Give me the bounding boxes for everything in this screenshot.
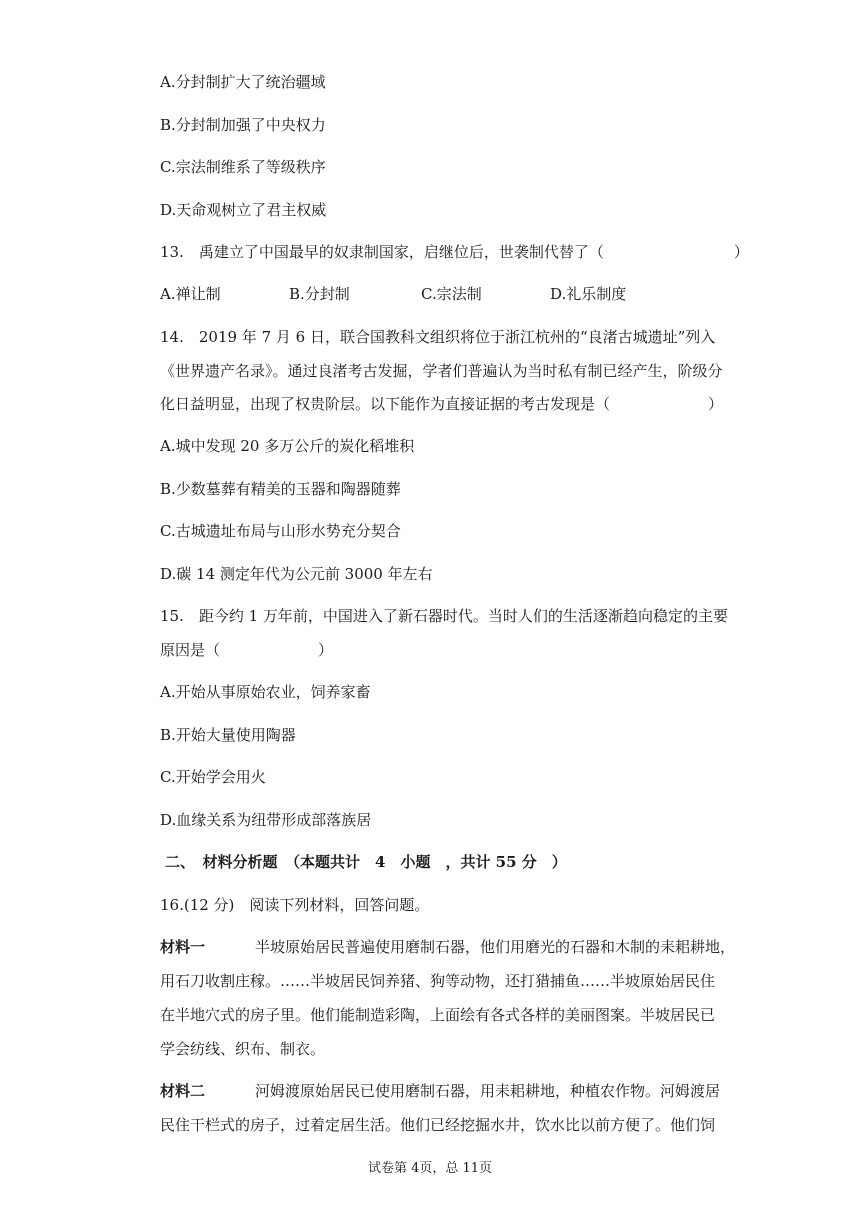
material-1-line-2: 用石刀收割庄稼。……半坡居民饲养猪、狗等动物，还打猎捕鱼……半坡原始居民住 bbox=[160, 972, 716, 990]
q12-option-a: A.分封制扩大了统治疆域 bbox=[160, 73, 326, 91]
q12-option-b: B.分封制加强了中央权力 bbox=[160, 116, 326, 134]
q14-option-a: A.城中发现 20 多万公斤的炭化稻堆积 bbox=[160, 437, 415, 455]
material-1-line-4: 学会纺线、织布、制衣。 bbox=[160, 1040, 326, 1058]
material-2-text-1: 河姆渡原始居民已使用磨制石器，用耒耜耕地，种植农作物。河姆渡居 bbox=[255, 1082, 721, 1100]
material-2-label: 材料二 bbox=[160, 1082, 206, 1100]
q15-close-paren: ） bbox=[318, 641, 334, 659]
q14-line-1: 14. 2019 年 7 月 6 日，联合国教科文组织将位于浙江杭州的“良渚古城遗址”列入 bbox=[160, 328, 716, 346]
q14-close-paren: ） bbox=[708, 395, 724, 413]
q15-option-d: D.血缘关系为纽带形成部落族居 bbox=[160, 811, 372, 829]
q16-stem: 16.(12 分) 阅读下列材料，回答问题。 bbox=[160, 896, 430, 914]
q13-stem bbox=[160, 242, 749, 262]
q15-line-1: 15. 距今约 1 万年前，中国进入了新石器时代。当时人们的生活逐渐趋向稳定的主要 bbox=[160, 607, 728, 625]
section-2-heading: 二、 材料分析题 （本题共计 4 小题 ，共计 55 分 ） bbox=[165, 853, 567, 871]
q14-option-c: C.古城遗址布局与山形水势充分契合 bbox=[160, 522, 401, 540]
page-footer: 试卷第 4页，总 11页 bbox=[367, 1161, 493, 1176]
material-1-label: 材料一 bbox=[160, 938, 206, 956]
q13-option-a: A.禅让制 bbox=[160, 285, 221, 303]
q13-close-paren: ） bbox=[733, 243, 749, 261]
q15-line-2 bbox=[160, 640, 333, 660]
q14-option-b: B.少数墓葬有精美的玉器和陶器随葬 bbox=[160, 480, 401, 498]
q12-option-c: C.宗法制维系了等级秩序 bbox=[160, 158, 326, 176]
q13-option-d: D.礼乐制度 bbox=[550, 285, 627, 303]
q14-stem-text: 化日益明显，出现了权贵阶层。以下能作为直接证据的考古发现是（ bbox=[160, 395, 611, 413]
q13-stem-text: 13. 禹建立了中国最早的奴隶制国家，启继位后，世袭制代替了（ bbox=[160, 243, 604, 261]
material-2-line-2: 民住干栏式的房子，过着定居生活。他们已经挖掘水井，饮水比以前方便了。他们饲 bbox=[160, 1116, 716, 1134]
q13-option-c: C.宗法制 bbox=[421, 285, 482, 303]
q14-line-2: 《世界遗产名录》。通过良渚考古发掘，学者们普遍认为当时私有制已经产生，阶级分 bbox=[160, 362, 723, 380]
q13-option-b: B.分封制 bbox=[289, 285, 350, 303]
q15-stem-text: 原因是（ bbox=[160, 641, 221, 659]
q15-option-b: B.开始大量使用陶器 bbox=[160, 726, 296, 744]
q12-option-d: D.天命观树立了君主权威 bbox=[160, 201, 327, 219]
material-1-text-1: 半坡原始居民普遍使用磨制石器，他们用磨光的石器和木制的耒耜耕地， bbox=[255, 938, 736, 956]
material-2-line-1 bbox=[160, 1081, 720, 1101]
material-1-line-3: 在半地穴式的房子里。他们能制造彩陶，上面绘有各式各样的美丽图案。半坡居民已 bbox=[160, 1006, 716, 1024]
q15-option-c: C.开始学会用火 bbox=[160, 768, 266, 786]
material-1-line-1 bbox=[160, 937, 735, 957]
q15-option-a: A.开始从事原始农业，饲养家畜 bbox=[160, 683, 371, 701]
q14-option-d: D.碳 14 测定年代为公元前 3000 年左右 bbox=[160, 565, 433, 583]
q14-line-3 bbox=[160, 394, 723, 414]
